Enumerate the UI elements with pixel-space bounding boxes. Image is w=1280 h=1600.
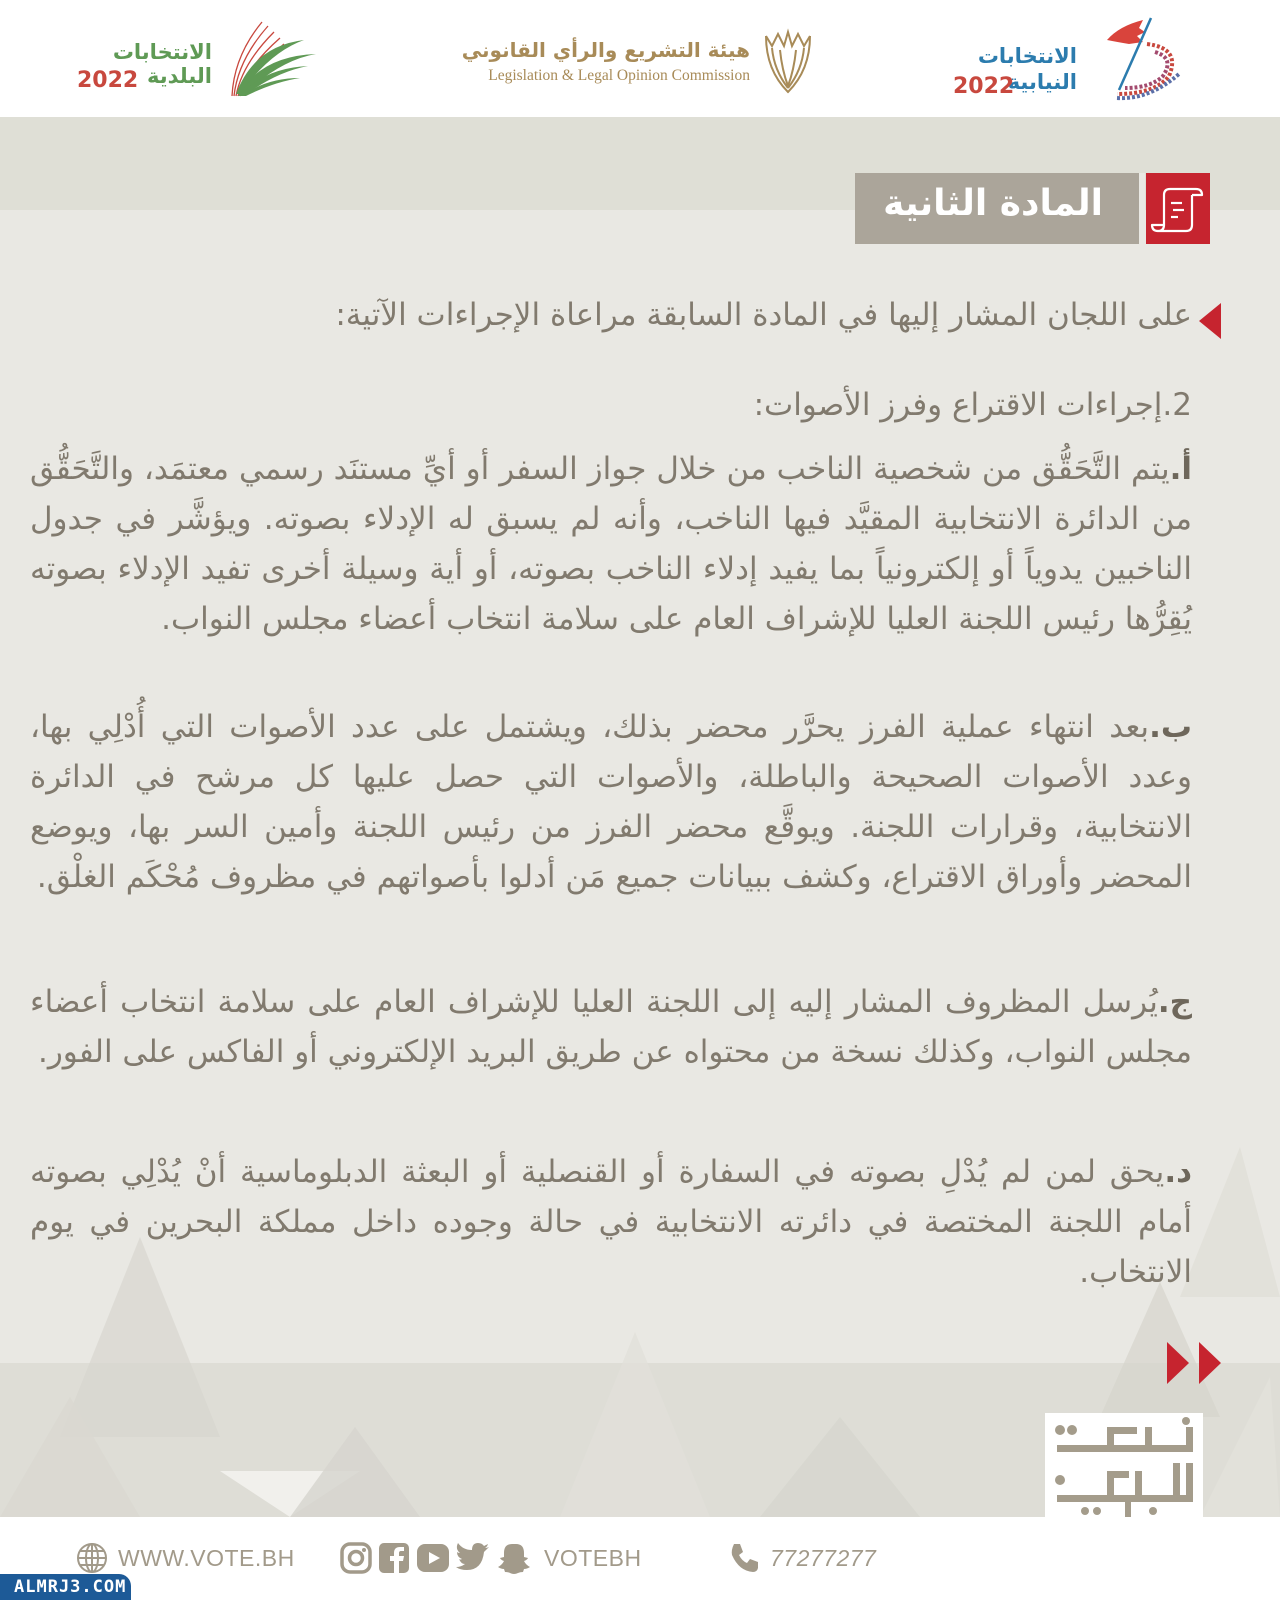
clause-marker: أ. (1169, 451, 1192, 487)
website-url: WWW.VOTE.BH (118, 1544, 295, 1571)
clause-text: يتم التَّحَقُّق من شخصية الناخب من خلال جواز السفر أو أيِّ مستنَد رسمي معتمَد، والتَّحَقُّق من الدائرة الانتخابية المقيَّد فيها الناخب، وأنه لم يسبق له الإدلاء بصوته. ويؤشَّر في جدول الناخبين يدوياً أو إلكترونياً بما يفيد إدلاء الناخب بصوته، أو أية وسيلة أخرى تفيد الإدلاء بصوته يُقِرُّها رئيس اللجنة العليا للإشراف العام على سلامة انتخاب أعضاء مجلس النواب. (30, 451, 1192, 637)
municipal-logo-line1: الانتخابات (112, 40, 212, 64)
clause-text: يحق لمن لم يُدْلِ بصوته في السفارة أو القنصلية أو البعثة الدبلوماسية أنْ يُدْلِي بصوته أمام اللجنة المختصة في دائرته الانتخابية في حالة وجوده داخل مملكة البحرين في يوم الانتخاب. (30, 1154, 1192, 1290)
lotus-emblem-icon (762, 30, 814, 96)
section-heading: 2.إجراءات الاقتراع وفرز الأصوات: (753, 387, 1192, 423)
we-vote-for-bahrain-calligraphy (1045, 1413, 1203, 1533)
clause-marker: ب. (1149, 709, 1192, 745)
parliamentary-logo-line1: الانتخابات (977, 44, 1077, 68)
commission-name-english: Legislation & Legal Opinion Commission (488, 67, 750, 84)
flag-ballot-icon (1099, 14, 1189, 100)
municipal-logo-line2: البلدية (147, 64, 212, 88)
social-media-links (340, 1541, 642, 1575)
footer-contact-bar (0, 1517, 1280, 1600)
title-divider (1139, 173, 1145, 244)
header-logos-bar (0, 0, 1280, 117)
twitter-icon[interactable] (456, 1543, 490, 1573)
instagram-icon[interactable] (340, 1542, 372, 1574)
clause-b (30, 702, 1192, 902)
phone-icon (728, 1542, 760, 1574)
phone-number: 77277277 (770, 1544, 877, 1571)
palm-frond-icon (220, 16, 320, 100)
article-panel (0, 117, 1280, 1517)
parliamentary-logo-year: 2022 (953, 74, 1015, 99)
next-page-arrows-icon[interactable] (1167, 1342, 1223, 1384)
snapchat-icon[interactable] (496, 1542, 528, 1574)
municipal-elections-logo (70, 14, 320, 104)
legislation-commission-logo (460, 14, 820, 104)
parliamentary-elections-logo (953, 14, 1205, 104)
clause-text: يُرسل المظروف المشار إليه إلى اللجنة العليا للإشراف العام على سلامة انتخاب أعضاء مجلس النواب، وكذلك نسخة من محتواه عن طريق البريد الإلكتروني أو الفاكس على الفور. (30, 984, 1192, 1070)
globe-icon (76, 1542, 108, 1574)
facebook-icon[interactable] (378, 1542, 410, 1574)
phone-link[interactable] (728, 1541, 876, 1575)
social-handle: VOTEBH (544, 1544, 642, 1571)
youtube-icon[interactable] (416, 1542, 450, 1574)
parliamentary-logo-line2: النيابية (1007, 70, 1077, 94)
website-link[interactable] (76, 1541, 295, 1575)
scroll-document-icon (1146, 173, 1210, 244)
clause-a (30, 444, 1192, 644)
site-watermark: ALMRJ3.COM (0, 1574, 131, 1600)
clause-text: بعد انتهاء عملية الفرز يحرَّر محضر بذلك، ويشتمل على عدد الأصوات التي أُدْلِي بها، وعدد الأصوات الصحيحة والباطلة، والأصوات التي حصل عليها كل مرشح في الدائرة الانتخابية، وقرارات اللجنة. ويوقَّع محضر الفرز من رئيس اللجنة وأمين السر بها، ويوضع المحضر وأوراق الاقتراع، وكشف ببيانات جميع مَن أدلوا بأصواتهم في مظروف مُحْكَم الغلْق. (30, 709, 1192, 895)
article-intro: على اللجان المشار إليها في المادة السابقة مراعاة الإجراءات الآتية: (335, 297, 1192, 333)
clause-d (30, 1147, 1192, 1297)
article-title-box (855, 173, 1139, 244)
municipal-logo-year: 2022 (77, 68, 139, 93)
bullet-triangle-icon (1199, 303, 1221, 339)
commission-name-arabic: هيئة التشريع والرأي القانوني (461, 38, 750, 62)
clause-marker: د. (1164, 1154, 1192, 1190)
clause-marker: ج. (1157, 984, 1192, 1020)
article-title: المادة الثانية (883, 183, 1103, 224)
clause-c (30, 977, 1192, 1077)
